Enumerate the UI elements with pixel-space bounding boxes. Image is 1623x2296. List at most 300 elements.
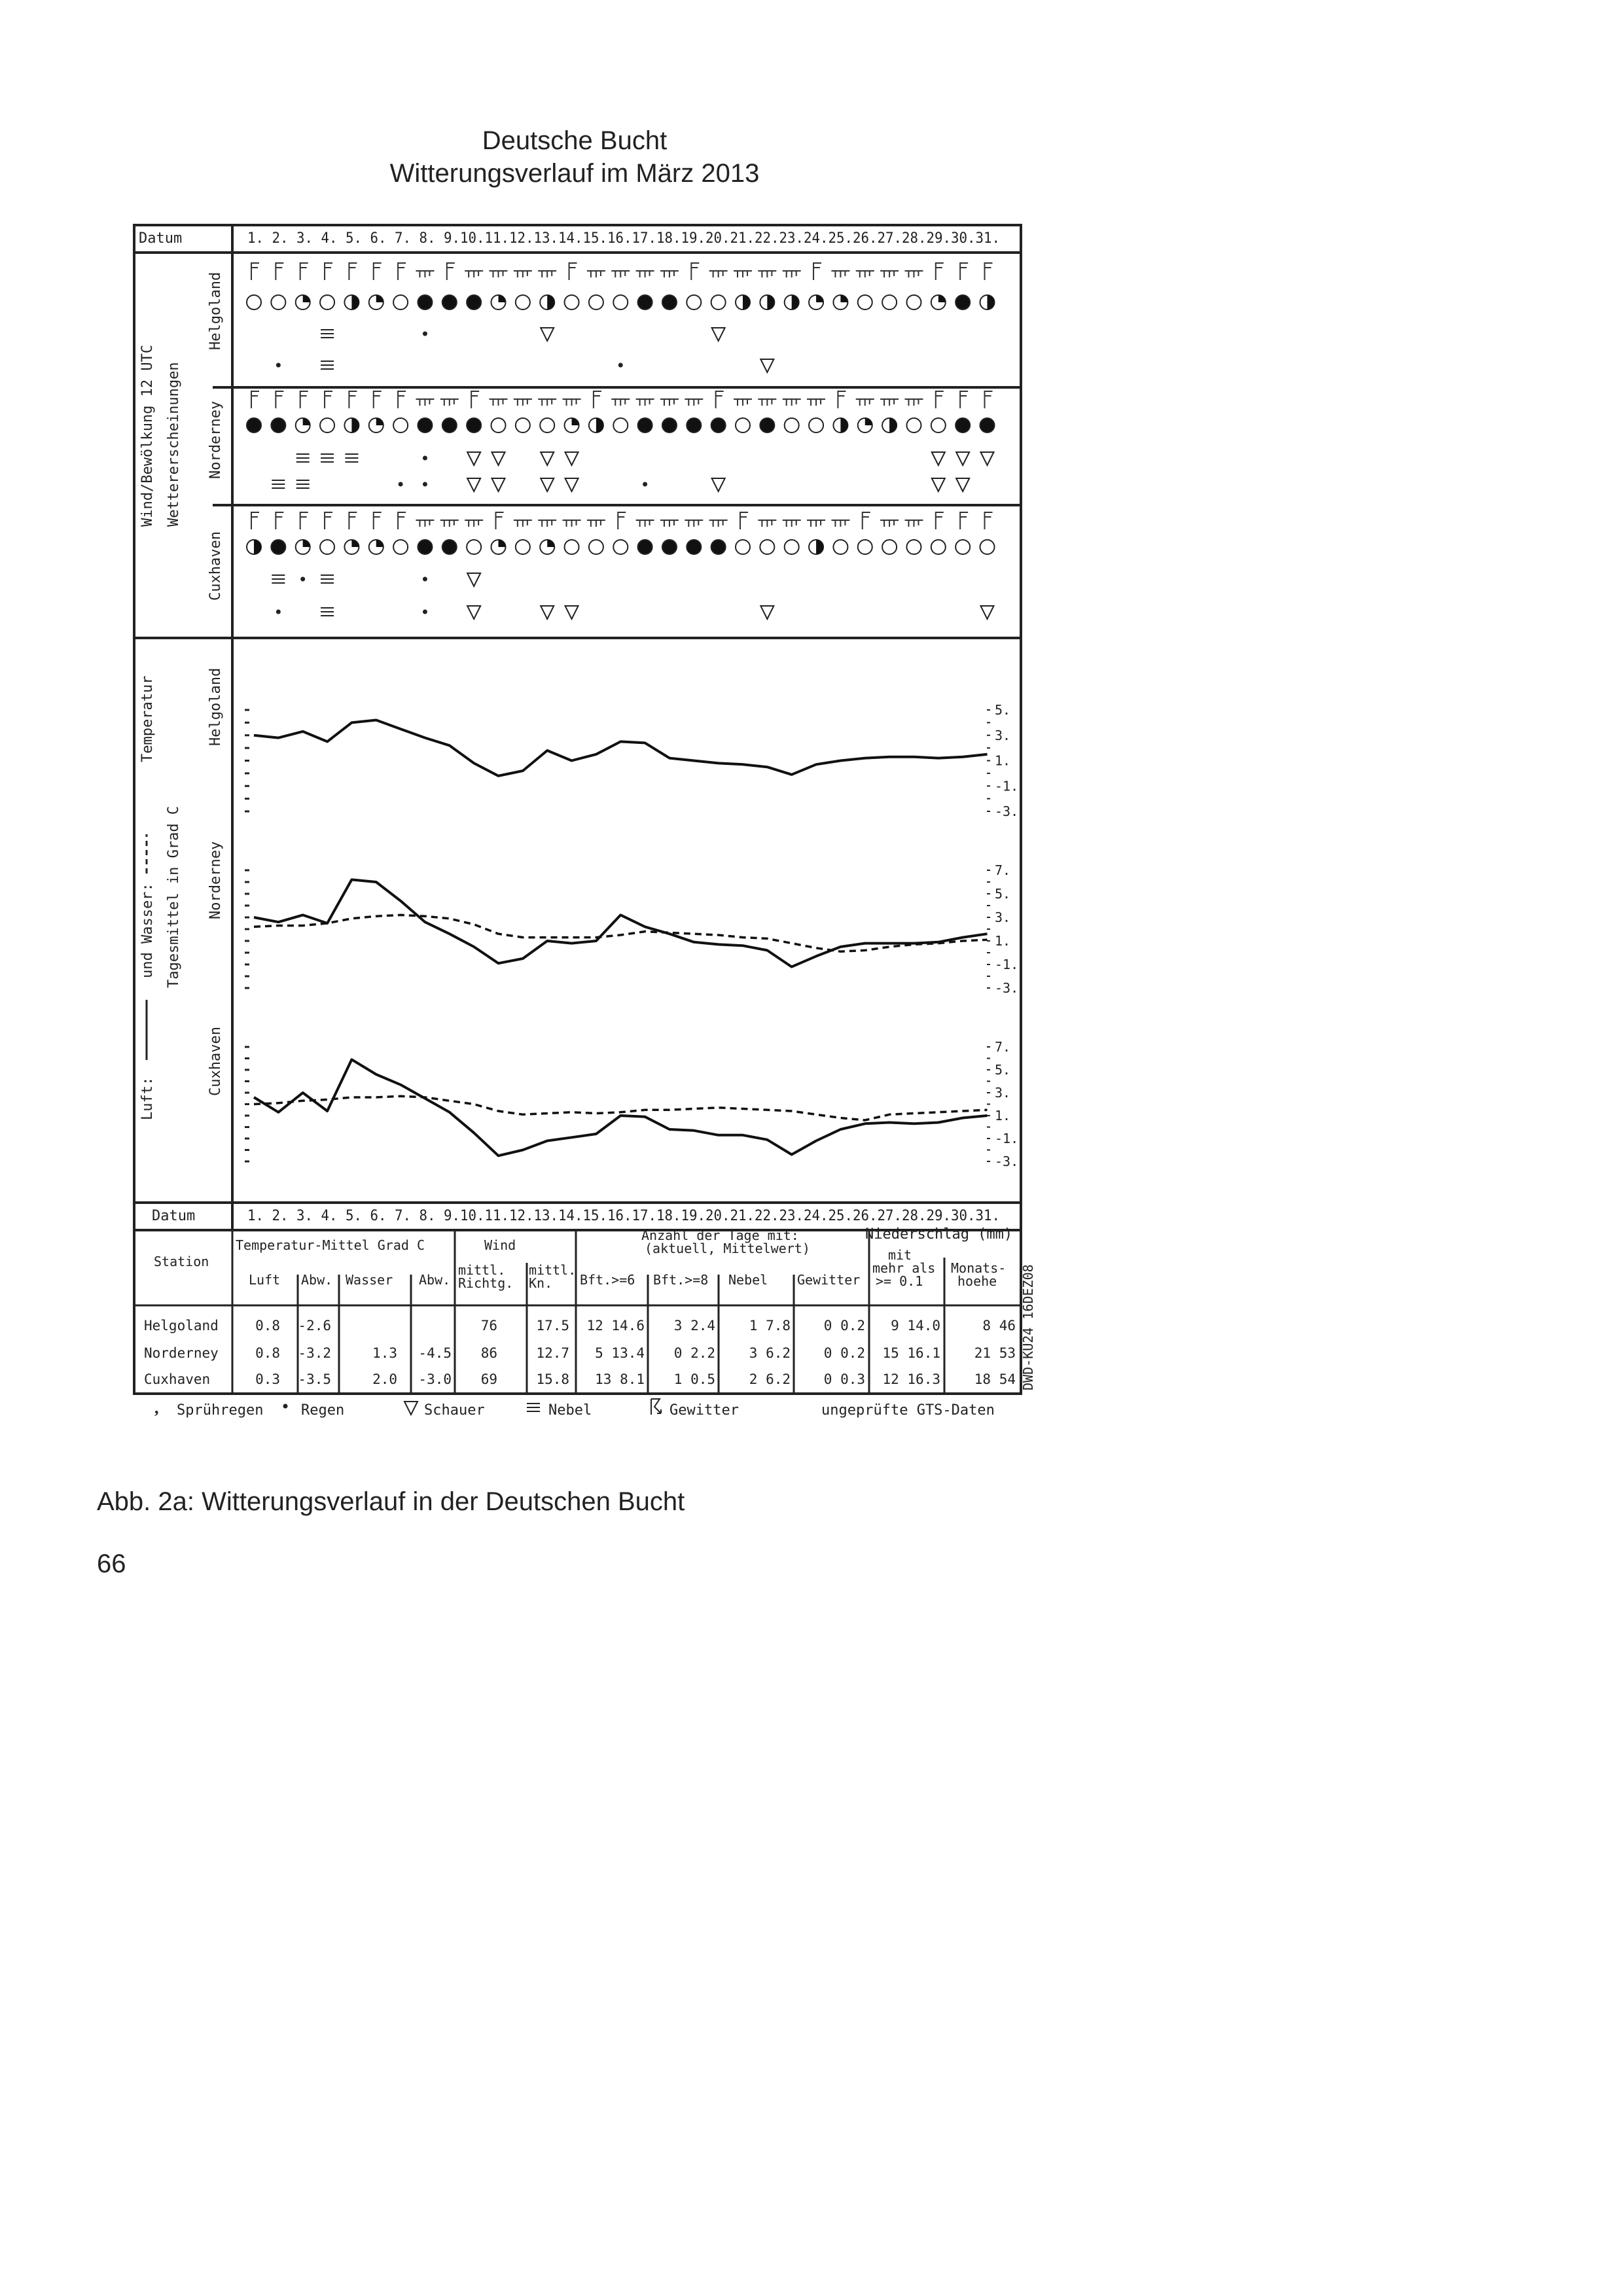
wind-barb-icon bbox=[936, 391, 944, 408]
wind-barb-icon bbox=[374, 263, 382, 280]
wind-barb-icon bbox=[783, 520, 801, 527]
wind-barb-icon bbox=[685, 399, 703, 406]
wind-barb-stroke bbox=[636, 271, 654, 277]
wind-barb-icon bbox=[807, 399, 825, 406]
wind-barb-icon bbox=[734, 271, 752, 277]
wind-barb-icon bbox=[276, 391, 283, 408]
cloud-cover-icon bbox=[638, 418, 652, 433]
shower-icon bbox=[492, 478, 505, 491]
wind-barb-icon bbox=[636, 399, 654, 406]
th-days-group-1: Anzahl der Tage mit: bbox=[641, 1227, 799, 1243]
wind-barb-icon bbox=[904, 520, 923, 527]
cloud-cover-icon bbox=[736, 295, 750, 309]
wind-barb-stroke bbox=[936, 391, 944, 408]
cloud-circle bbox=[271, 540, 285, 554]
wind-barb-stroke bbox=[276, 512, 283, 529]
wind-barb-icon bbox=[685, 520, 703, 527]
y-tick-label: -3. bbox=[995, 1154, 1019, 1169]
wind-barb-stroke bbox=[709, 271, 728, 277]
wind-barb-stroke bbox=[349, 391, 357, 408]
station-label-upper-cuxhaven: Cuxhaven bbox=[207, 531, 224, 601]
shower-icon bbox=[565, 478, 579, 491]
cell-wasser: 2.0 bbox=[372, 1371, 397, 1387]
cloud-cover-icon bbox=[491, 418, 506, 433]
cloud-cover-icon bbox=[882, 295, 897, 309]
wind-barb-icon bbox=[538, 520, 556, 527]
cloud-fill-quarter bbox=[376, 418, 383, 425]
wind-barb-stroke bbox=[985, 512, 993, 529]
cell-station: Cuxhaven bbox=[144, 1371, 211, 1387]
wind-barb-icon bbox=[636, 520, 654, 527]
wind-barb-icon bbox=[349, 263, 357, 280]
stats-table-rows bbox=[144, 1318, 1016, 1387]
cloud-cover-icon bbox=[418, 295, 432, 309]
wind-barb-icon bbox=[856, 271, 874, 277]
wind-barb-icon bbox=[660, 520, 679, 527]
fog-icon bbox=[272, 480, 285, 488]
station-label-lower-cuxhaven: Cuxhaven bbox=[207, 1027, 224, 1096]
th-bft8: Bft.>=8 bbox=[653, 1272, 709, 1288]
wind-barb-stroke bbox=[856, 271, 874, 277]
cloud-cover-icon bbox=[785, 295, 799, 309]
wind-barb-stroke bbox=[856, 399, 874, 406]
cloud-fill-quarter bbox=[840, 295, 847, 302]
rain-icon bbox=[300, 577, 305, 582]
cell-abw2: -4.5 bbox=[418, 1345, 452, 1361]
cloud-cover-icon bbox=[858, 418, 872, 433]
wind-barb-icon bbox=[276, 263, 283, 280]
cell-monats: 18 54 bbox=[974, 1371, 1016, 1387]
cloud-circle bbox=[882, 295, 897, 309]
shower-icon bbox=[932, 452, 945, 465]
wind-barb-stroke bbox=[709, 520, 728, 527]
thunderstorm-legend-icon bbox=[651, 1399, 661, 1415]
fog-icon bbox=[296, 480, 310, 488]
wind-barb-icon bbox=[758, 271, 776, 277]
cloud-cover-icon bbox=[442, 418, 457, 433]
shower-icon bbox=[712, 478, 725, 491]
wind-barb-stroke bbox=[716, 391, 724, 408]
cell-nebel: 1 7.8 bbox=[749, 1318, 791, 1333]
wind-barb-stroke bbox=[587, 271, 605, 277]
cloud-cover-icon bbox=[809, 418, 823, 433]
wind-barb-icon bbox=[985, 512, 993, 529]
cell-richtg: 86 bbox=[480, 1345, 497, 1361]
cloud-circle bbox=[906, 418, 921, 433]
shower-icon bbox=[541, 478, 554, 491]
cloud-cover-icon bbox=[369, 418, 383, 433]
rain-icon bbox=[399, 482, 403, 487]
wind-barb-stroke bbox=[985, 263, 993, 280]
cell-abw1: -3.2 bbox=[298, 1345, 331, 1361]
stats-row-cuxhaven bbox=[144, 1371, 1016, 1387]
wind-barb-stroke bbox=[660, 399, 679, 406]
wind-barb-icon bbox=[471, 391, 479, 408]
cloud-circle bbox=[931, 540, 946, 554]
cell-gewitter: 0 0.3 bbox=[823, 1371, 865, 1387]
cloud-fill-half bbox=[816, 540, 823, 554]
cloud-cover-icon bbox=[565, 418, 579, 433]
station-label-upper-norderney: Norderney bbox=[207, 400, 224, 479]
cloud-cover-icon bbox=[638, 295, 652, 309]
wind-barb-stroke bbox=[514, 520, 532, 527]
wind-barb-stroke bbox=[783, 520, 801, 527]
cloud-cover-icon bbox=[467, 540, 481, 554]
wind-barb-icon bbox=[349, 391, 357, 408]
temperature-chart-norderney bbox=[245, 862, 1018, 996]
cloud-fill-half bbox=[840, 418, 847, 433]
th-precip-group: Niederschlag (mm) bbox=[865, 1226, 1013, 1243]
wind-barb-icon bbox=[783, 399, 801, 406]
cell-mit: 9 14.0 bbox=[891, 1318, 940, 1333]
side-code: DWD-KU24 16DEZ08 bbox=[1020, 1264, 1036, 1390]
rain-icon bbox=[423, 332, 427, 336]
wind-barb-stroke bbox=[514, 271, 532, 277]
cloud-cover-icon bbox=[906, 418, 921, 433]
cloud-circle bbox=[906, 295, 921, 309]
wind-barb-stroke bbox=[611, 399, 630, 406]
cloud-circle bbox=[662, 418, 677, 433]
legend-spruehregen: Sprühregen bbox=[177, 1402, 264, 1419]
y-tick-label: 1. bbox=[995, 1108, 1011, 1123]
temperature-chart-cuxhaven bbox=[245, 1039, 1018, 1169]
th-kn-1: mittl. bbox=[529, 1262, 577, 1278]
th-richtg-2: Richtg. bbox=[458, 1275, 514, 1291]
cloud-fill-quarter bbox=[303, 295, 310, 302]
cloud-cover-icon bbox=[809, 295, 823, 309]
cell-kn: 17.5 bbox=[536, 1318, 569, 1333]
fog-icon bbox=[345, 454, 358, 462]
wind-barb-stroke bbox=[440, 399, 459, 406]
cloud-circle bbox=[711, 295, 726, 309]
cloud-circle bbox=[418, 295, 432, 309]
wind-barb-stroke bbox=[880, 271, 899, 277]
cloud-circle bbox=[613, 295, 628, 309]
cell-luft: 0.8 bbox=[255, 1345, 280, 1361]
wind-barb-icon bbox=[807, 520, 825, 527]
luft-label: Luft: bbox=[139, 1076, 156, 1120]
cell-monats: 21 53 bbox=[974, 1345, 1016, 1361]
th-bft6: Bft.>=6 bbox=[580, 1272, 635, 1288]
wind-barb-icon bbox=[880, 520, 899, 527]
shower-icon bbox=[565, 606, 579, 619]
wind-barb-stroke bbox=[514, 399, 532, 406]
cloud-fill-half bbox=[254, 540, 261, 554]
wind-barb-stroke bbox=[496, 512, 504, 529]
wind-barb-stroke bbox=[398, 263, 406, 280]
cell-kn: 12.7 bbox=[536, 1345, 569, 1361]
th-monats-1: Monats- bbox=[951, 1260, 1007, 1276]
cloud-cover-icon bbox=[467, 418, 481, 433]
wind-barb-stroke bbox=[904, 271, 923, 277]
wind-barb-stroke bbox=[831, 271, 849, 277]
air-temperature-line bbox=[254, 1059, 988, 1156]
cell-nebel: 3 6.2 bbox=[749, 1345, 791, 1361]
shower-icon bbox=[760, 606, 774, 619]
wind-barb-icon bbox=[465, 271, 483, 277]
rain-icon bbox=[423, 610, 427, 614]
cell-bft8: 0 2.2 bbox=[673, 1345, 715, 1361]
cloud-cover-icon bbox=[320, 295, 334, 309]
wind-barb-icon bbox=[985, 391, 993, 408]
cloud-fill-quarter bbox=[499, 540, 506, 547]
cloud-cover-circles bbox=[247, 295, 995, 554]
cloud-cover-icon bbox=[467, 295, 481, 309]
fog-icon bbox=[296, 454, 310, 462]
cell-bft8: 1 0.5 bbox=[673, 1371, 715, 1387]
wind-barb-icon bbox=[863, 512, 870, 529]
wind-barb-icon bbox=[416, 399, 434, 406]
wind-barb-icon bbox=[325, 263, 332, 280]
cloud-cover-icon bbox=[833, 418, 847, 433]
wind-barb-icon bbox=[831, 520, 849, 527]
cloud-cover-icon bbox=[344, 540, 359, 554]
cloud-fill-quarter bbox=[499, 295, 506, 302]
drizzle-legend-icon: , bbox=[154, 1398, 159, 1417]
wind-barb-stroke bbox=[960, 263, 968, 280]
cell-abw1: -3.5 bbox=[298, 1371, 331, 1387]
wind-barb-icon bbox=[251, 512, 259, 529]
cloud-cover-icon bbox=[589, 540, 603, 554]
wind-barb-stroke bbox=[490, 399, 508, 406]
wind-barb-stroke bbox=[563, 520, 581, 527]
th-temp-group: Temperatur-Mittel Grad C bbox=[236, 1237, 425, 1253]
cloud-cover-icon bbox=[516, 295, 530, 309]
rain-icon bbox=[643, 482, 647, 487]
weather-phenomena-label: Wettererscheinungen bbox=[166, 362, 182, 527]
cloud-cover-icon bbox=[296, 295, 310, 309]
cloud-cover-icon bbox=[320, 418, 334, 433]
cell-luft: 0.8 bbox=[255, 1318, 280, 1333]
cloud-circle bbox=[467, 418, 481, 433]
wind-barb-stroke bbox=[936, 512, 944, 529]
cloud-circle bbox=[418, 540, 432, 554]
cloud-cover-icon bbox=[809, 540, 823, 554]
cloud-cover-icon bbox=[760, 295, 774, 309]
wind-barb-stroke bbox=[594, 391, 601, 408]
cloud-cover-icon bbox=[882, 540, 897, 554]
fog-icon bbox=[321, 575, 334, 583]
cloud-circle bbox=[882, 540, 897, 554]
wind-barb-icon bbox=[960, 263, 968, 280]
cloud-circle bbox=[320, 540, 334, 554]
cell-bft6: 5 13.4 bbox=[595, 1345, 645, 1361]
wind-barb-stroke bbox=[569, 263, 577, 280]
y-tick-label: 5. bbox=[995, 886, 1011, 902]
cloud-cover-icon bbox=[613, 418, 628, 433]
th-richtg-1: mittl. bbox=[458, 1262, 506, 1278]
cloud-cover-icon bbox=[760, 540, 774, 554]
cloud-circle bbox=[980, 418, 995, 433]
y-tick-label: 3. bbox=[995, 727, 1011, 743]
cloud-cover-icon bbox=[516, 540, 530, 554]
cloud-cover-icon bbox=[393, 540, 408, 554]
shower-icon bbox=[467, 452, 480, 465]
wind-barb-stroke bbox=[783, 399, 801, 406]
weather-symbols bbox=[272, 328, 993, 619]
cloud-circle bbox=[320, 418, 334, 433]
wind-barb-icon bbox=[490, 399, 508, 406]
wind-barb-stroke bbox=[300, 391, 308, 408]
wind-barb-icon bbox=[349, 512, 357, 529]
datum-label-bottom: Datum bbox=[152, 1208, 196, 1224]
th-station: Station bbox=[154, 1254, 209, 1269]
wind-barb-stroke bbox=[807, 399, 825, 406]
cloud-circle bbox=[736, 418, 750, 433]
wind-barb-stroke bbox=[831, 520, 849, 527]
wind-barb-stroke bbox=[440, 520, 459, 527]
wind-barb-icon bbox=[276, 512, 283, 529]
cloud-circle bbox=[955, 540, 970, 554]
cloud-cover-icon bbox=[736, 418, 750, 433]
cloud-fill-quarter bbox=[572, 418, 579, 425]
cloud-cover-icon bbox=[785, 540, 799, 554]
cloud-cover-icon bbox=[882, 418, 897, 433]
wind-barb-stroke bbox=[587, 520, 605, 527]
legend bbox=[154, 1398, 995, 1419]
wind-barb-stroke bbox=[471, 391, 479, 408]
wind-barb-stroke bbox=[325, 512, 332, 529]
chart-title-line1: Deutsche Bucht bbox=[482, 126, 668, 155]
shower-icon bbox=[565, 452, 579, 465]
shower-icon bbox=[760, 359, 774, 372]
th-mit-3: >= 0.1 bbox=[876, 1273, 923, 1289]
station-label-upper-helgoland: Helgoland bbox=[207, 272, 224, 350]
fog-icon bbox=[321, 608, 334, 616]
wind-barb-icon bbox=[758, 399, 776, 406]
wind-barb-icon bbox=[569, 263, 577, 280]
wind-barb-stroke bbox=[374, 391, 382, 408]
cloud-circle bbox=[247, 295, 261, 309]
wind-barb-icon bbox=[758, 520, 776, 527]
cloud-circle bbox=[809, 418, 823, 433]
cloud-cover-icon bbox=[687, 295, 701, 309]
cloud-circle bbox=[785, 418, 799, 433]
legend-gewitter: Gewitter bbox=[669, 1402, 739, 1419]
cloud-circle bbox=[858, 540, 872, 554]
cloud-circle bbox=[687, 540, 701, 554]
cloud-cover-icon bbox=[931, 295, 946, 309]
wind-barb-icon bbox=[904, 399, 923, 406]
wind-barb-icon bbox=[514, 271, 532, 277]
wind-barb-stroke bbox=[276, 263, 283, 280]
cloud-circle bbox=[662, 540, 677, 554]
cloud-cover-icon bbox=[931, 418, 946, 433]
cloud-cover-icon bbox=[369, 540, 383, 554]
wind-barb-stroke bbox=[904, 520, 923, 527]
stats-table-headers bbox=[154, 1226, 1012, 1291]
wind-barb-icon bbox=[709, 520, 728, 527]
shower-icon bbox=[981, 452, 994, 465]
cloud-cover-icon bbox=[247, 295, 261, 309]
wind-barb-stroke bbox=[251, 263, 259, 280]
cloud-fill-quarter bbox=[303, 418, 310, 425]
wind-barb-icon bbox=[465, 520, 483, 527]
cell-mit: 12 16.3 bbox=[882, 1371, 940, 1387]
cloud-circle bbox=[442, 540, 457, 554]
wind-barb-icon bbox=[831, 271, 849, 277]
cloud-cover-icon bbox=[980, 418, 995, 433]
th-gewitter: Gewitter bbox=[797, 1272, 861, 1288]
wind-barb-stroke bbox=[734, 271, 752, 277]
cloud-cover-icon bbox=[736, 540, 750, 554]
cloud-cover-icon bbox=[344, 418, 359, 433]
wind-barb-icon bbox=[325, 512, 332, 529]
cloud-cover-icon bbox=[613, 295, 628, 309]
wind-barb-icon bbox=[587, 271, 605, 277]
cloud-circle bbox=[760, 540, 774, 554]
cloud-fill-half bbox=[889, 418, 897, 433]
cloud-circle bbox=[516, 418, 530, 433]
wind-barb-stroke bbox=[807, 520, 825, 527]
th-luft: Luft bbox=[249, 1272, 281, 1288]
wind-barb-icon bbox=[936, 263, 944, 280]
wind-barb-stroke bbox=[960, 391, 968, 408]
wind-barb-stroke bbox=[538, 399, 556, 406]
cloud-circle bbox=[638, 295, 652, 309]
wind-barb-icon bbox=[709, 271, 728, 277]
cloud-fill-half bbox=[596, 418, 603, 433]
wind-barb-icon bbox=[300, 263, 308, 280]
cloud-cover-icon bbox=[589, 295, 603, 309]
cell-bft6: 13 8.1 bbox=[595, 1371, 645, 1387]
th-monats-2: hoehe bbox=[957, 1273, 997, 1289]
cloud-cover-icon bbox=[662, 295, 677, 309]
wind-barb-stroke bbox=[758, 399, 776, 406]
cloud-cover-icon bbox=[833, 295, 847, 309]
fog-icon bbox=[321, 330, 334, 338]
cloud-cover-icon bbox=[271, 418, 285, 433]
cloud-circle bbox=[418, 418, 432, 433]
th-abw1: Abw. bbox=[301, 1272, 333, 1288]
cloud-cover-icon bbox=[369, 295, 383, 309]
cloud-cover-icon bbox=[687, 540, 701, 554]
cloud-circle bbox=[589, 540, 603, 554]
wind-barb-stroke bbox=[374, 263, 382, 280]
tagesmittel-label: Tagesmittel in Grad C bbox=[166, 805, 182, 988]
stats-row-helgoland bbox=[144, 1318, 1016, 1333]
wind-barb-icon bbox=[538, 399, 556, 406]
fog-legend-icon bbox=[527, 1404, 540, 1411]
y-tick-label: -1. bbox=[995, 778, 1019, 794]
cloud-circle bbox=[980, 540, 995, 554]
wind-barb-icon bbox=[398, 512, 406, 529]
rain-icon bbox=[276, 610, 281, 614]
air-temperature-line bbox=[254, 720, 988, 776]
cloud-fill-half bbox=[743, 295, 750, 309]
water-temperature-line bbox=[254, 915, 988, 951]
shower-icon bbox=[712, 328, 725, 341]
wind-barb-stroke bbox=[538, 520, 556, 527]
wind-barb-icon bbox=[611, 271, 630, 277]
cloud-cover-icon bbox=[540, 540, 554, 554]
wind-barb-icon bbox=[880, 399, 899, 406]
wind-barb-stroke bbox=[685, 520, 703, 527]
wind-barb-icon bbox=[538, 271, 556, 277]
wind-barb-stroke bbox=[960, 512, 968, 529]
th-mit-1: mit bbox=[888, 1247, 912, 1263]
wind-barb-stroke bbox=[936, 263, 944, 280]
wind-barb-stroke bbox=[904, 399, 923, 406]
cloud-circle bbox=[711, 540, 726, 554]
cloud-circle bbox=[467, 295, 481, 309]
figure-caption: Abb. 2a: Witterungsverlauf in der Deutschen Bucht bbox=[97, 1487, 685, 1516]
cloud-circle bbox=[931, 418, 946, 433]
cloud-circle bbox=[516, 295, 530, 309]
cloud-cover-icon bbox=[442, 295, 457, 309]
wind-barb-stroke bbox=[758, 520, 776, 527]
y-tick-label: 1. bbox=[995, 933, 1011, 949]
